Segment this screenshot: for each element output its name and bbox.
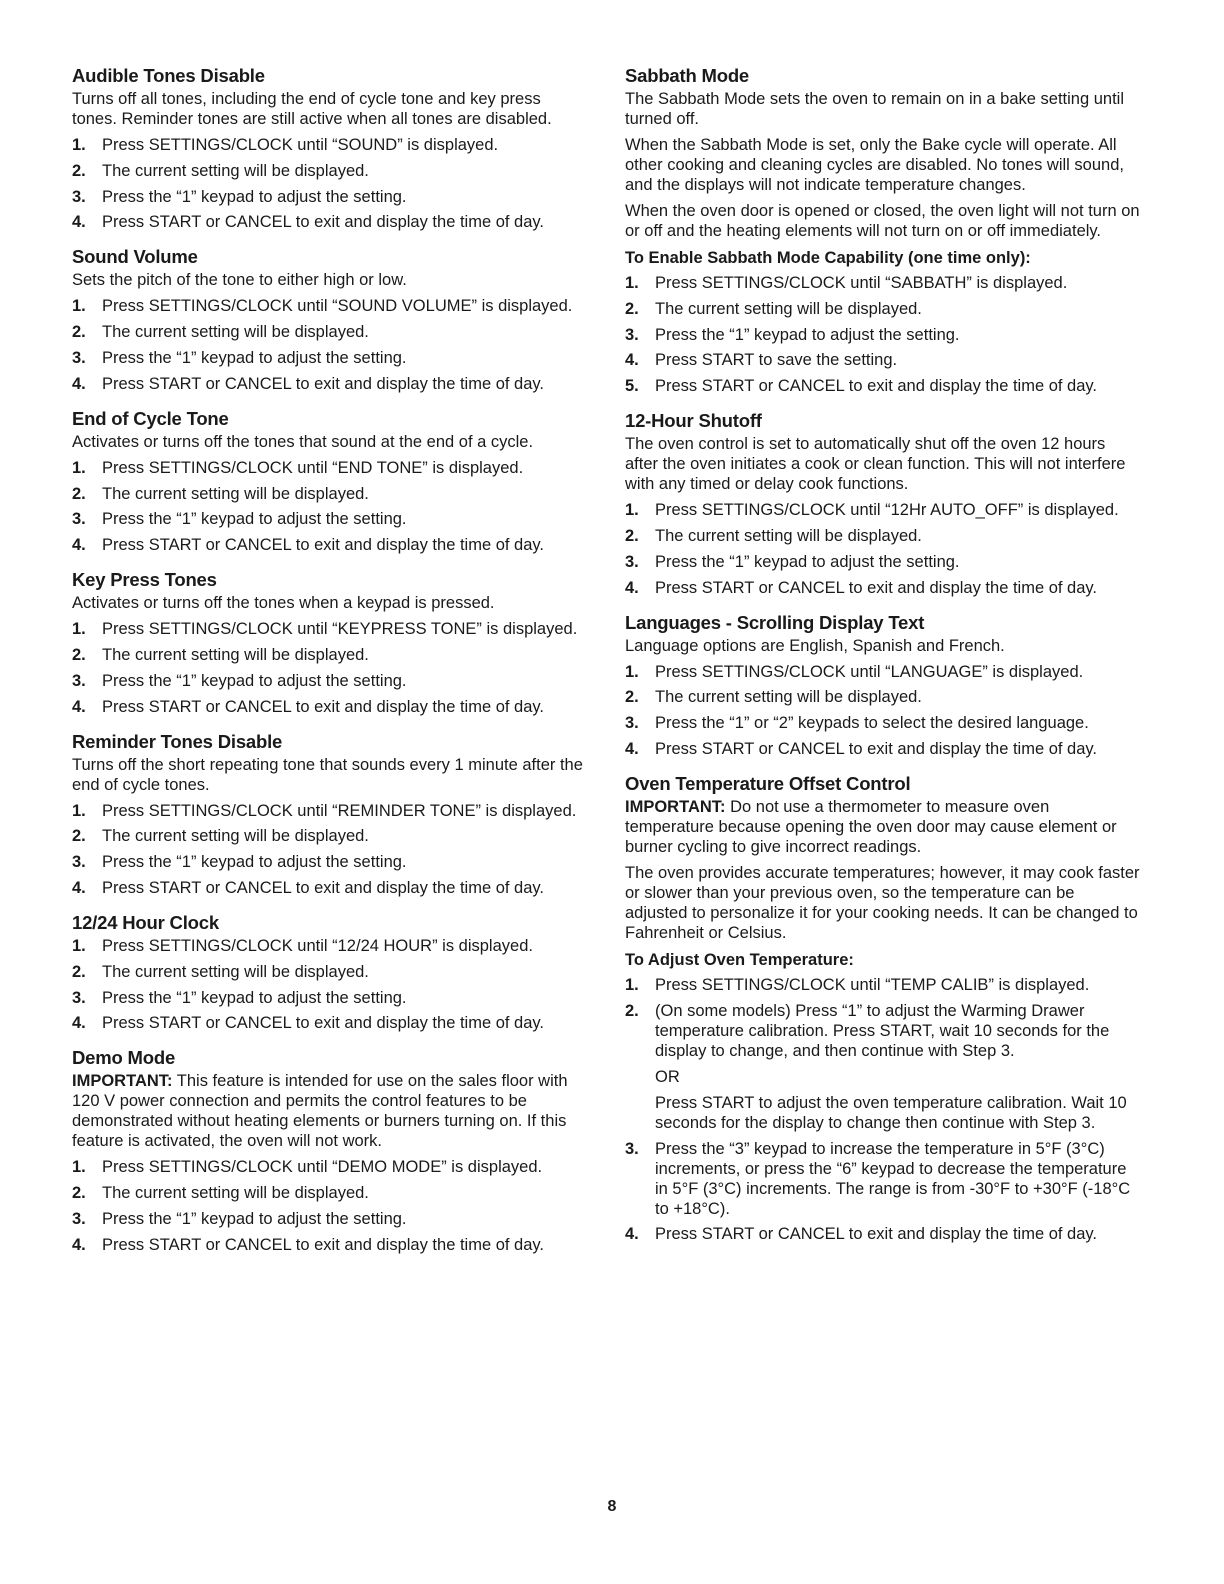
section-heading: Audible Tones Disable <box>72 65 265 86</box>
step-number: 3. <box>72 1209 86 1228</box>
list-item <box>72 348 586 368</box>
steps-list <box>625 273 1141 396</box>
step-number: 4. <box>72 1235 86 1254</box>
step-number: 3. <box>72 348 86 367</box>
list-item <box>625 1139 1141 1219</box>
section <box>72 1046 586 1254</box>
list-item <box>625 273 1141 293</box>
list-item <box>625 376 1141 396</box>
step-number: 2. <box>72 827 86 846</box>
list-item <box>625 1001 1141 1133</box>
section-paragraph <box>72 755 586 795</box>
step-number: 4. <box>72 213 86 232</box>
section <box>72 64 586 232</box>
list-item <box>72 161 586 181</box>
step-text: Press SETTINGS/CLOCK until “END TONE” is displayed. <box>102 458 524 477</box>
step-number: 4. <box>72 1014 86 1033</box>
section-paragraph <box>72 89 586 129</box>
list-item <box>72 962 586 982</box>
paragraph-text: Language options are English, Spanish and French. <box>625 636 1005 655</box>
step-number: 4. <box>72 697 86 716</box>
section-paragraph <box>72 270 586 290</box>
list-item <box>72 671 586 691</box>
step-text: Press START or CANCEL to exit and display the time of day. <box>102 697 545 716</box>
step-number: 2. <box>625 1001 639 1020</box>
step-text: (On some models) Press “1” to adjust the Warming Drawer temperature calibration. Press START, wait 10 seconds for the display to change, and then continue with Step 3. <box>655 1001 1110 1060</box>
section-paragraph <box>625 201 1141 241</box>
step-number: 1. <box>72 136 86 154</box>
list-item <box>625 1224 1141 1244</box>
list-item <box>625 299 1141 319</box>
list-item <box>72 322 586 342</box>
list-item <box>72 296 586 316</box>
steps-list <box>72 1157 586 1254</box>
step-number: 1. <box>72 297 86 316</box>
paragraph-text: When the oven door is opened or closed, the oven light will not turn on or off and the heating elements will not turn on or off immediately. <box>625 202 1140 240</box>
right-column <box>625 64 1141 1257</box>
section-paragraph <box>625 636 1141 656</box>
step-number: 1. <box>72 936 86 955</box>
step-text: The current setting will be displayed. <box>102 827 369 846</box>
section <box>72 911 586 1033</box>
step-extra-text: Press START to adjust the oven temperature calibration. Wait 10 seconds for the display to change then continue with Step 3. <box>655 1093 1127 1132</box>
step-text: The current setting will be displayed. <box>102 323 369 342</box>
list-item <box>72 988 586 1008</box>
section-heading: Sound Volume <box>72 246 198 268</box>
section-paragraph <box>625 863 1141 943</box>
step-text: The current setting will be displayed. <box>655 526 922 545</box>
page-number: 8 <box>607 1498 617 1515</box>
paragraph-text: The oven control is set to automatically shut off the oven 12 hours after the oven initiates a cook or clean function. This will not interfere with any timed or delay cook functions. <box>625 435 1126 494</box>
list-item <box>72 801 586 821</box>
step-number: 1. <box>72 801 86 820</box>
list-item <box>72 458 586 478</box>
step-text: The current setting will be displayed. <box>102 962 369 981</box>
step-text: Press START or CANCEL to exit and display the time of day. <box>655 578 1098 597</box>
step-text: Press SETTINGS/CLOCK until “LANGUAGE” is displayed. <box>655 662 1084 681</box>
section-paragraph <box>625 135 1141 195</box>
step-number: 3. <box>625 714 639 733</box>
important-label: IMPORTANT: <box>625 797 726 816</box>
step-number: 2. <box>625 299 639 318</box>
list-item <box>72 535 586 555</box>
step-text: Press SETTINGS/CLOCK until “DEMO MODE” is displayed. <box>102 1158 543 1177</box>
list-item <box>72 135 586 155</box>
list-item <box>72 1183 586 1203</box>
section-heading: 12-Hour Shutoff <box>625 410 762 432</box>
list-item <box>72 936 586 956</box>
step-text: Press the “1” keypad to adjust the setting. <box>655 552 960 571</box>
step-text: Press SETTINGS/CLOCK until “KEYPRESS TONE” is displayed. <box>102 620 578 639</box>
step-number: 5. <box>625 377 639 396</box>
step-number: 3. <box>72 988 86 1007</box>
step-text: Press START or CANCEL to exit and display the time of day. <box>102 374 545 393</box>
step-number: 1. <box>72 1158 86 1177</box>
step-text: Press START or CANCEL to exit and display the time of day. <box>102 536 545 555</box>
step-number: 2. <box>72 645 86 664</box>
list-item <box>625 350 1141 370</box>
step-number: 3. <box>72 510 86 529</box>
step-number: 4. <box>72 878 86 897</box>
section <box>72 568 586 716</box>
list-item <box>625 500 1141 520</box>
list-item <box>72 484 586 504</box>
steps-list <box>625 662 1141 759</box>
step-text: Press START or CANCEL to exit and display the time of day. <box>655 739 1098 758</box>
step-number: 3. <box>72 853 86 872</box>
list-item <box>625 713 1141 733</box>
section-paragraph <box>72 432 586 452</box>
section <box>625 409 1141 597</box>
step-text: Press the “1” keypad to adjust the setting. <box>102 348 407 367</box>
step-text: Press the “1” keypad to adjust the setting. <box>102 510 407 529</box>
step-number: 4. <box>625 1225 639 1244</box>
list-item <box>72 1209 586 1229</box>
steps-list <box>72 801 586 898</box>
list-item <box>625 687 1141 707</box>
step-text: The current setting will be displayed. <box>102 484 369 503</box>
step-extra-text: OR <box>655 1067 680 1086</box>
step-text: Press START or CANCEL to exit and display the time of day. <box>102 1014 545 1033</box>
step-number: 1. <box>72 620 86 639</box>
list-item <box>72 852 586 872</box>
paragraph-text: Turns off all tones, including the end of cycle tone and key press tones. Reminder tones are still active when all tones are disabled. <box>72 90 552 128</box>
list-item <box>72 374 586 394</box>
step-number: 2. <box>72 962 86 981</box>
step-number: 1. <box>625 975 639 994</box>
step-text: Press SETTINGS/CLOCK until “SABBATH” is displayed. <box>655 274 1068 292</box>
step-text: The current setting will be displayed. <box>102 1184 369 1203</box>
paragraph-text: The oven provides accurate temperatures; however, it may cook faster or slower than your previous oven, so the temperature can be adjusted to personalize it for your cooking needs. It can be changed to Fahrenheit or Celsius. <box>625 863 1140 942</box>
important-label: IMPORTANT: <box>72 1072 173 1091</box>
list-item <box>72 187 586 207</box>
step-text: The current setting will be displayed. <box>102 645 369 664</box>
step-text: Press START or CANCEL to exit and display the time of day. <box>655 1225 1098 1244</box>
step-text: Press START or CANCEL to exit and display the time of day. <box>102 1235 545 1254</box>
step-text: Press START or CANCEL to exit and display the time of day. <box>655 377 1098 396</box>
step-number: 1. <box>625 274 639 292</box>
step-number: 2. <box>72 323 86 342</box>
section-heading: Languages - Scrolling Display Text <box>625 611 925 633</box>
list-item <box>72 1157 586 1177</box>
step-number: 3. <box>625 552 639 571</box>
section-paragraph <box>625 797 1141 857</box>
subheading: To Adjust Oven Temperature: <box>625 950 854 969</box>
step-text: Press START to save the setting. <box>655 351 898 370</box>
list-item <box>72 509 586 529</box>
step-number: 4. <box>72 536 86 555</box>
section <box>72 730 586 898</box>
step-text: The current setting will be displayed. <box>655 688 922 707</box>
list-item <box>625 662 1141 682</box>
section <box>72 245 586 393</box>
list-item <box>72 697 586 717</box>
step-text: Press SETTINGS/CLOCK until “12Hr AUTO_OFF” is displayed. <box>655 501 1119 520</box>
step-number: 2. <box>72 1184 86 1203</box>
section-heading: Oven Temperature Offset Control <box>625 772 911 794</box>
step-number: 2. <box>72 161 86 180</box>
section <box>625 611 1141 759</box>
list-item <box>72 619 586 639</box>
steps-list <box>72 619 586 716</box>
section-paragraph <box>72 1071 586 1151</box>
paragraph-text: Sets the pitch of the tone to either high or low. <box>72 271 407 290</box>
section-heading: 12/24 Hour Clock <box>72 911 219 933</box>
paragraph-text: When the Sabbath Mode is set, only the Bake cycle will operate. All other cooking and cleaning cycles are disabled. No tones will sound, and the displays will not indicate temperature changes. <box>625 136 1124 194</box>
section-paragraph <box>72 593 586 613</box>
list-item <box>72 1235 586 1255</box>
section <box>72 407 586 555</box>
list-item <box>72 1013 586 1033</box>
section-paragraph <box>625 89 1141 129</box>
step-number: 4. <box>72 374 86 393</box>
step-number: 4. <box>625 351 639 370</box>
step-number: 1. <box>72 458 86 477</box>
section-heading: Reminder Tones Disable <box>72 730 283 752</box>
step-text: Press the “1” or “2” keypads to select the desired language. <box>655 714 1089 733</box>
section-heading: Key Press Tones <box>72 569 217 591</box>
list-item <box>625 975 1141 995</box>
left-column <box>72 64 586 1268</box>
step-text: Press the “1” keypad to adjust the setting. <box>102 187 407 206</box>
step-text: Press SETTINGS/CLOCK until “SOUND VOLUME” is displayed. <box>102 297 573 316</box>
list-item <box>625 578 1141 598</box>
steps-list <box>625 500 1141 597</box>
steps-list <box>625 975 1141 1244</box>
step-text: The current setting will be displayed. <box>102 161 369 180</box>
step-number: 3. <box>625 1139 639 1158</box>
steps-list <box>72 936 586 1033</box>
step-number: 3. <box>72 187 86 206</box>
step-text: Press the “1” keypad to adjust the setting. <box>102 853 407 872</box>
list-item <box>72 645 586 665</box>
step-number: 1. <box>625 501 639 520</box>
step-number: 2. <box>625 526 639 545</box>
list-item <box>625 552 1141 572</box>
list-item <box>625 325 1141 345</box>
paragraph-text: The Sabbath Mode sets the oven to remain on in a bake setting until turned off. <box>625 90 1124 128</box>
paragraph-text: Activates or turns off the tones that sound at the end of a cycle. <box>72 432 534 451</box>
list-item <box>625 739 1141 759</box>
section-paragraph <box>625 434 1141 494</box>
steps-list <box>72 458 586 555</box>
paragraph-text: Turns off the short repeating tone that sounds every 1 minute after the end of cycle tones. <box>72 755 583 794</box>
section-heading: Demo Mode <box>72 1047 176 1069</box>
steps-list <box>72 135 586 232</box>
step-text: The current setting will be displayed. <box>655 299 922 318</box>
section <box>625 64 1141 396</box>
section-heading: Sabbath Mode <box>625 65 750 86</box>
step-number: 2. <box>72 484 86 503</box>
step-text: Press SETTINGS/CLOCK until “TEMP CALIB” is displayed. <box>655 975 1090 994</box>
section <box>625 772 1141 1244</box>
step-number: 4. <box>625 578 639 597</box>
step-text: Press SETTINGS/CLOCK until “SOUND” is displayed. <box>102 136 499 154</box>
steps-list <box>72 296 586 393</box>
step-text: Press the “1” keypad to adjust the setting. <box>102 988 407 1007</box>
step-text: Press the “1” keypad to adjust the setting. <box>102 671 407 690</box>
step-number: 2. <box>625 688 639 707</box>
step-text: Press the “3” keypad to increase the temperature in 5°F (3°C) increments, or press the “6” keypad to decrease the temperature in 5°F (3°C) increments. The range is from -30°F to +30°F (-18°C to +18°C). <box>655 1139 1131 1218</box>
subheading: To Enable Sabbath Mode Capability (one time only): <box>625 249 1031 267</box>
paragraph-text: Activates or turns off the tones when a keypad is pressed. <box>72 594 495 613</box>
step-text: Press START or CANCEL to exit and display the time of day. <box>102 213 545 232</box>
step-text: Press the “1” keypad to adjust the setting. <box>102 1209 407 1228</box>
list-item <box>72 878 586 898</box>
step-text: Press SETTINGS/CLOCK until “REMINDER TONE” is displayed. <box>102 801 577 820</box>
step-text: Press SETTINGS/CLOCK until “12/24 HOUR” is displayed. <box>102 936 533 955</box>
list-item <box>625 526 1141 546</box>
paragraph-text: Do not use a thermometer to measure oven temperature because opening the oven door may cause element or burner cycling to give incorrect readings. <box>625 797 1117 856</box>
step-number: 4. <box>625 739 639 758</box>
step-text: Press START or CANCEL to exit and display the time of day. <box>102 878 545 897</box>
section-heading: End of Cycle Tone <box>72 407 229 429</box>
list-item <box>72 826 586 846</box>
step-number: 3. <box>72 671 86 690</box>
step-number: 3. <box>625 325 639 344</box>
step-number: 1. <box>625 662 639 681</box>
paragraph-text: This feature is intended for use on the sales floor with 120 V power connection and permits the control features to be demonstrated without heating elements or burners turning on. If this feature is activated, the oven will not work. <box>72 1072 568 1151</box>
step-text: Press the “1” keypad to adjust the setting. <box>655 325 960 344</box>
list-item <box>72 212 586 232</box>
